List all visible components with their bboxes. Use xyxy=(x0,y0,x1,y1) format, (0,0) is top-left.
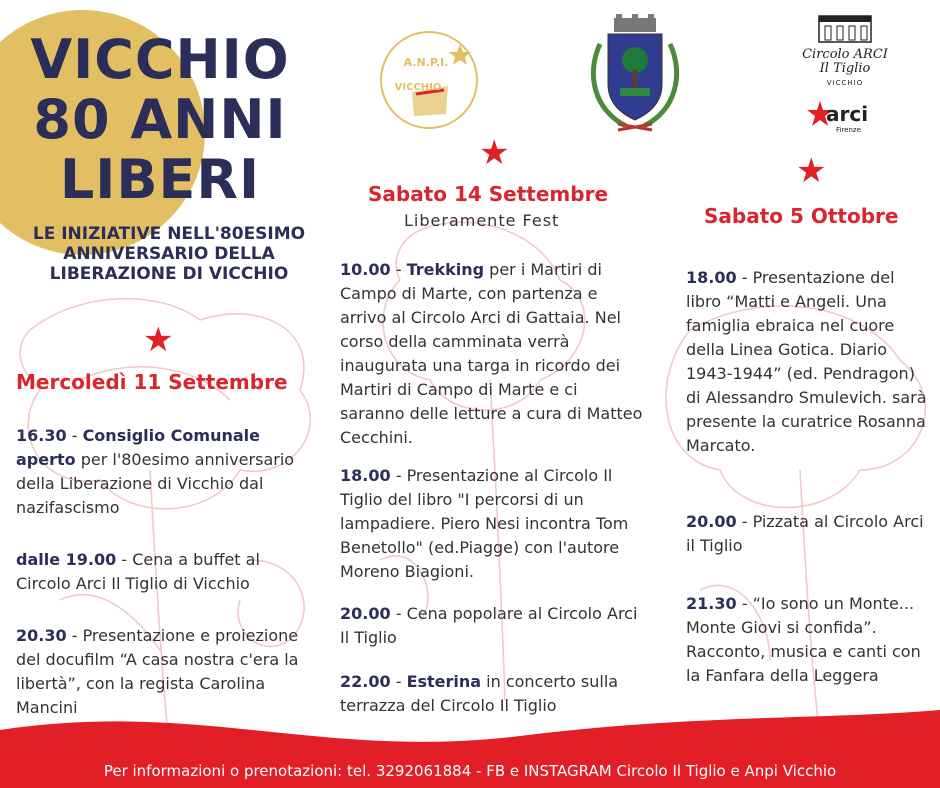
event-description: Presentazione e proiezione del docufilm “A casa nostra c'era la libertà”, con la regista Carolina Mancini xyxy=(16,626,299,717)
star-icon: ★ xyxy=(479,133,510,173)
circolo-line-3: VICCHIO xyxy=(826,79,864,87)
event-description: Pizzata al Circolo Arci il Tiglio xyxy=(686,512,924,555)
event-title: Esterina xyxy=(406,672,482,691)
event-col3-2 xyxy=(686,510,934,558)
event-col1-1 xyxy=(16,424,311,520)
subtitle-line-3: LIBERAZIONE DI VICCHIO xyxy=(49,264,289,284)
event-description: in concerto sulla terrazza del Circolo Il Tiglio xyxy=(340,672,619,715)
event-time: 16.30 xyxy=(16,426,67,445)
event-col2-2 xyxy=(340,464,645,584)
event-description: Cena popolare al Circolo Arci Il Tiglio xyxy=(340,604,638,647)
circolo-line-1: Circolo ARCI xyxy=(802,47,888,62)
title-line-1: VICCHIO xyxy=(30,28,290,91)
star-icon: ★ xyxy=(796,151,827,191)
event-description: Presentazione al Circolo Il Tiglio del libro "I percorsi di un lampadiere. Piero Nesi incontra Tom Benetollo" (ed.Piagge) con l'autore Moreno Biagioni. xyxy=(340,466,629,581)
event-col3-3 xyxy=(686,592,936,688)
event-title: Consiglio Comunale aperto xyxy=(16,426,260,469)
building-icon xyxy=(817,14,873,44)
title-line-3: LIBERI xyxy=(59,148,261,211)
event-col2-1 xyxy=(340,258,645,450)
event-sep: - xyxy=(736,268,753,287)
event-col2-3 xyxy=(340,602,645,650)
event-sep: - xyxy=(116,550,133,569)
event-time: 10.00 xyxy=(340,260,391,279)
star-icon: ★ xyxy=(143,320,174,360)
subtitle-line-2: ANNIVERSARIO DELLA xyxy=(63,244,275,264)
event-time: 20.00 xyxy=(340,604,391,623)
anpi-top-text: A.N.P.I. xyxy=(403,56,449,69)
event-description: Cena a buffet al Circolo Arci Il Tiglio di Vicchio xyxy=(16,550,260,593)
page-subtitle xyxy=(14,224,324,284)
anpi-bottom-text: VICCHIO xyxy=(394,82,442,93)
event-description: per i Martiri di Campo di Marte, con partenza e arrivo al Circolo Arci di Gattaia. Nel corso della camminata verrà inaugurata una targa in ricordo dei Martiri di Campo di Marte e ci saranno delle letture a cura di Matteo Cecchini. xyxy=(340,260,643,447)
event-sep: - xyxy=(66,626,83,645)
subtitle-line-1: LE INIZIATIVE NELL'80ESIMO xyxy=(32,224,306,244)
event-sep: - xyxy=(390,604,407,623)
arci-firenze-logo xyxy=(806,100,876,136)
anpi-logo xyxy=(372,30,486,130)
event-description: “Io sono un Monte... Monte Giovi si confida”. Racconto, musica e canti con la Fanfara della Leggera xyxy=(686,594,921,685)
event-time: 20.00 xyxy=(686,512,737,531)
arci-sub-text: Firenze xyxy=(836,126,861,134)
event-sep: - xyxy=(390,672,407,691)
title-line-2: 80 ANNI xyxy=(33,88,287,151)
arci-text: arci xyxy=(826,102,869,126)
event-sep: - xyxy=(736,512,753,531)
circolo-arci-logo xyxy=(800,14,890,104)
event-col1-2 xyxy=(16,548,311,596)
event-time: 21.30 xyxy=(686,594,737,613)
event-time: 20.30 xyxy=(16,626,67,645)
event-sep: - xyxy=(390,260,407,279)
event-time: dalle 19.00 xyxy=(16,550,117,569)
vicchio-coat-of-arms xyxy=(580,14,690,136)
day-heading-col3: Sabato 5 Ottobre xyxy=(704,204,899,228)
event-time: 22.00 xyxy=(340,672,391,691)
event-time: 18.00 xyxy=(686,268,737,287)
event-title: Trekking xyxy=(406,260,485,279)
event-description: per l'80esimo anniversario della Liberazione di Vicchio dal nazifascismo xyxy=(16,450,295,517)
event-sep: - xyxy=(66,426,83,445)
day-heading-col2: Sabato 14 Settembre xyxy=(368,182,609,206)
day-heading-col1: Mercoledì 11 Settembre xyxy=(16,370,288,394)
circolo-line-2: Il Tiglio xyxy=(819,61,871,76)
event-description: Presentazione del libro “Matti e Angeli. Una famiglia ebraica nel cuore della Linea Gotica. Diario 1943-1944” (ed. Pendragon) di Alessandro Smulevich. sarà presente la curatrice Rosanna Marcato. xyxy=(686,268,927,455)
event-sep: - xyxy=(390,466,407,485)
event-subheading: Liberamente Fest xyxy=(404,211,560,230)
page-title xyxy=(10,30,310,210)
event-col3-1 xyxy=(686,266,934,458)
event-sep: - xyxy=(736,594,753,613)
event-time: 18.00 xyxy=(340,466,391,485)
footer-contact-info: Per informazioni o prenotazioni: tel. 3292061884 - FB e INSTAGRAM Circolo Il Tiglio e Anpi Vicchio xyxy=(103,762,837,780)
